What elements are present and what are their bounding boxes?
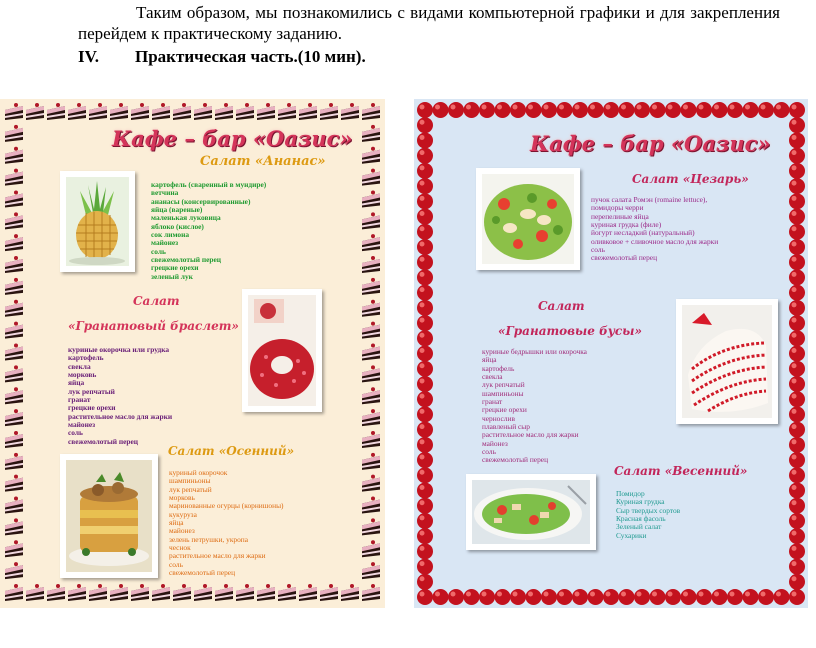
salad-ananas-ingredients — [151, 181, 266, 281]
red-berry-icon — [417, 239, 433, 255]
red-berry-icon — [464, 102, 480, 118]
red-berry-icon — [541, 589, 557, 605]
cake-slice-icon — [131, 103, 149, 120]
cake-slice-icon — [173, 584, 191, 601]
red-berry-icon — [619, 589, 635, 605]
red-berry-icon — [712, 102, 728, 118]
cake-slice-icon — [362, 234, 380, 251]
cake-slice-icon — [110, 584, 128, 601]
cake-slice-icon — [5, 431, 23, 448]
red-berry-icon — [495, 589, 511, 605]
red-berry-icon — [417, 285, 433, 301]
salad-beads-name-line2: «Гранатовые бусы» — [498, 324, 642, 338]
red-berry-icon — [417, 224, 433, 240]
red-berry-icon — [789, 482, 805, 498]
ingredient-item: куриная грудка (филе) — [591, 220, 662, 230]
red-berry-icon — [417, 452, 433, 468]
red-berry-icon — [789, 148, 805, 164]
cake-slice-icon — [5, 475, 23, 492]
ingredient-item: яйца (вареные) — [151, 205, 203, 215]
salad-caesar-ingredients — [591, 196, 718, 263]
red-berry-icon — [448, 102, 464, 118]
ingredient-item: маленькая луковица — [151, 213, 221, 223]
red-berry-icon — [417, 498, 433, 514]
red-berry-icon — [727, 589, 743, 605]
ingredient-item: ветчина — [151, 188, 179, 198]
salad-bracelet-name-line2: «Гранатовый браслет» — [68, 319, 239, 333]
ingredient-item: картофель — [68, 353, 104, 363]
red-berry-icon — [417, 132, 433, 148]
ingredient-item: помидоры черри — [591, 203, 644, 213]
red-berry-icon — [572, 589, 588, 605]
section-title: Практическая часть.(10 мин). — [135, 47, 366, 66]
cafe-menu-right — [414, 99, 808, 608]
salad-beads-ingredients — [482, 348, 587, 465]
red-berry-icon — [789, 239, 805, 255]
cake-slice-icon — [257, 584, 275, 601]
salad-osenniy-name: Салат «Осенний» — [168, 444, 295, 458]
caesar-salad-photo — [476, 168, 580, 270]
cake-slice-icon — [194, 103, 212, 120]
red-berry-icon — [789, 559, 805, 575]
ingredient-item: яйца — [169, 518, 184, 528]
red-berry-icon — [789, 315, 805, 331]
red-berry-icon — [696, 102, 712, 118]
red-berry-icon — [417, 300, 433, 316]
cake-slice-icon — [362, 387, 380, 404]
red-berry-icon — [479, 102, 495, 118]
red-berry-icon — [712, 589, 728, 605]
cake-slice-icon — [236, 103, 254, 120]
cake-slice-icon — [5, 562, 23, 579]
red-berry-icon — [789, 376, 805, 392]
red-berry-icon — [433, 102, 449, 118]
cake-slice-icon — [257, 103, 275, 120]
ingredient-item: плавленый сыр — [482, 422, 530, 432]
red-berry-icon — [417, 467, 433, 483]
red-berry-icon — [619, 102, 635, 118]
cake-slice-icon — [362, 453, 380, 470]
cake-slice-icon — [362, 431, 380, 448]
ingredient-item: Куриная грудка — [616, 497, 665, 507]
red-berry-icon — [696, 589, 712, 605]
ingredient-item: свекла — [68, 361, 91, 371]
red-berry-icon — [634, 102, 650, 118]
ingredient-item: картофель (сваренный в мундире) — [151, 180, 267, 189]
cake-slice-icon — [215, 103, 233, 120]
cake-slice-icon — [5, 344, 23, 361]
salad-vesenniy-name: Салат «Весенний» — [614, 464, 748, 478]
cake-slice-icon — [299, 103, 317, 120]
ingredient-item: яйца — [68, 378, 85, 388]
cake-slice-icon — [362, 212, 380, 229]
red-berry-icon — [417, 376, 433, 392]
red-berry-icon — [417, 589, 433, 605]
ingredient-item: растительное масло для жарки — [169, 551, 266, 561]
cake-slice-icon — [68, 584, 86, 601]
cake-slice-icon — [152, 584, 170, 601]
cake-slice-icon — [194, 584, 212, 601]
red-berry-icon — [789, 346, 805, 362]
salad-caesar-name: Салат «Цезарь» — [632, 172, 749, 186]
red-berry-icon — [417, 361, 433, 377]
red-berry-icon — [510, 589, 526, 605]
salad-beads-name-line1: Салат — [538, 299, 585, 313]
cake-slice-icon — [236, 584, 254, 601]
ingredient-item: зелень петрушки, укропа — [169, 534, 249, 544]
red-berry-icon — [417, 406, 433, 422]
salad-osenniy-ingredients — [169, 469, 284, 577]
red-berry-icon — [743, 102, 759, 118]
cake-slice-icon — [5, 497, 23, 514]
red-berry-icon — [417, 254, 433, 270]
red-berry-icon — [417, 513, 433, 529]
red-berry-icon — [603, 589, 619, 605]
ingredient-item: соль — [169, 559, 183, 569]
red-berry-icon — [417, 391, 433, 407]
cake-slice-icon — [341, 584, 359, 601]
ingredient-item: яйца — [482, 355, 497, 365]
red-berry-icon — [789, 543, 805, 559]
red-berry-icon — [557, 102, 573, 118]
cake-slice-icon — [5, 103, 23, 120]
cake-slice-icon — [362, 562, 380, 579]
red-berry-icon — [526, 102, 542, 118]
ingredient-item: майонез — [151, 238, 179, 248]
ingredient-item: чернослив — [482, 413, 515, 423]
cake-slice-icon — [26, 584, 44, 601]
cake-slice-icon — [5, 584, 23, 601]
cake-slice-icon — [215, 584, 233, 601]
cake-slice-icon — [362, 497, 380, 514]
cake-slice-icon — [362, 103, 380, 120]
red-berry-icon — [681, 589, 697, 605]
red-berry-icon — [789, 178, 805, 194]
ingredient-item: майонез — [482, 438, 508, 448]
ingredient-item: майонез — [68, 420, 96, 430]
intro-paragraph: Таким образом, мы познакомились с видами компьютерной графики и для закрепления перейдем к практическому заданию. — [78, 3, 780, 43]
cake-slice-icon — [362, 322, 380, 339]
cake-slice-icon — [5, 256, 23, 273]
red-berry-icon — [650, 589, 666, 605]
ingredient-item: морковь — [169, 493, 195, 503]
cake-slice-icon — [5, 365, 23, 382]
cake-slice-icon — [362, 169, 380, 186]
red-berry-icon — [464, 589, 480, 605]
cake-slice-icon — [5, 212, 23, 229]
red-berry-icon — [681, 102, 697, 118]
red-berry-icon — [789, 406, 805, 422]
red-berry-icon — [417, 269, 433, 285]
red-berry-icon — [634, 589, 650, 605]
cake-slice-icon — [362, 256, 380, 273]
cake-slice-icon — [131, 584, 149, 601]
pineapple-salad-photo — [60, 171, 135, 272]
ingredient-item: кукуруза — [169, 509, 197, 519]
red-berry-icon — [774, 102, 790, 118]
cake-slice-icon — [278, 103, 296, 120]
cake-slice-icon — [5, 147, 23, 164]
cake-slice-icon — [362, 475, 380, 492]
red-berry-icon — [417, 437, 433, 453]
cake-slice-icon — [320, 584, 338, 601]
red-berry-icon — [789, 437, 805, 453]
cake-slice-icon — [320, 103, 338, 120]
ingredient-item: пучок салата Ромэн (romaine lettuce), — [591, 195, 708, 204]
ingredient-item: Зеленый салат — [616, 522, 662, 532]
ingredient-item: соль — [482, 447, 496, 457]
red-berry-icon — [588, 589, 604, 605]
red-berry-icon — [774, 589, 790, 605]
ingredient-item: шампиньоны — [169, 476, 211, 486]
ingredient-item: Красная фасоль — [616, 514, 666, 524]
red-berry-icon — [433, 589, 449, 605]
red-berry-icon — [789, 467, 805, 483]
ingredient-item: зеленый лук — [151, 271, 193, 281]
ingredient-item: соль — [151, 246, 166, 256]
red-berry-icon — [789, 422, 805, 438]
ingredient-item: куриный окорочок — [169, 468, 228, 477]
red-berry-icon — [572, 102, 588, 118]
cake-slice-icon — [152, 103, 170, 120]
cake-slice-icon — [5, 169, 23, 186]
ingredient-item: соль — [591, 245, 605, 255]
red-berry-icon — [789, 254, 805, 270]
red-berry-icon — [727, 102, 743, 118]
red-berry-icon — [603, 102, 619, 118]
ingredient-item: сок лимона — [151, 230, 190, 240]
autumn-salad-photo — [60, 454, 158, 578]
cake-slice-icon — [47, 584, 65, 601]
salad-bracelet-name-line1: Салат — [133, 294, 180, 308]
red-berry-icon — [417, 528, 433, 544]
red-berry-icon — [789, 209, 805, 225]
cake-slice-icon — [5, 322, 23, 339]
ingredient-item: шампиньоны — [482, 388, 524, 398]
cake-slice-icon — [278, 584, 296, 601]
ingredient-item: лук репчатый — [68, 386, 115, 396]
red-berry-icon — [789, 269, 805, 285]
cake-slice-icon — [5, 190, 23, 207]
cake-slice-icon — [47, 103, 65, 120]
red-berry-icon — [789, 498, 805, 514]
ingredient-item: ананасы (консервированные) — [151, 196, 251, 206]
red-berry-icon — [665, 589, 681, 605]
red-berry-icon — [417, 163, 433, 179]
cake-slice-icon — [362, 278, 380, 295]
red-berry-icon — [758, 589, 774, 605]
red-berry-icon — [789, 589, 805, 605]
red-berry-icon — [417, 209, 433, 225]
menu-right-title: Кафе – бар «Оазис» — [530, 131, 771, 156]
red-berry-icon — [789, 528, 805, 544]
red-berry-icon — [789, 285, 805, 301]
cake-slice-icon — [110, 103, 128, 120]
ingredient-item: морковь — [68, 370, 97, 380]
salad-bracelet-ingredients — [68, 346, 172, 446]
red-berry-icon — [789, 330, 805, 346]
ingredient-item: майонез — [169, 526, 195, 536]
red-berry-icon — [417, 193, 433, 209]
salad-ananas-name: Салат «Ананас» — [200, 154, 326, 169]
ingredient-item: гранат — [68, 395, 91, 405]
ingredient-item: яблоко (кислое) — [151, 221, 204, 231]
red-berry-icon — [417, 346, 433, 362]
cake-slice-icon — [173, 103, 191, 120]
red-berry-icon — [417, 148, 433, 164]
ingredient-item: свекла — [482, 372, 503, 382]
red-berry-icon — [789, 132, 805, 148]
ingredient-item: свежемолотый перец — [591, 253, 658, 263]
cake-slice-icon — [5, 518, 23, 535]
cake-slice-icon — [362, 300, 380, 317]
red-berry-icon — [417, 178, 433, 194]
ingredient-item: свежемолотый перец — [482, 455, 549, 465]
red-berry-icon — [495, 102, 511, 118]
ingredient-item: грецкие орехи — [482, 405, 527, 415]
cake-slice-icon — [362, 344, 380, 361]
cake-slice-icon — [5, 387, 23, 404]
cake-slice-icon — [89, 103, 107, 120]
cake-slice-icon — [362, 365, 380, 382]
red-berry-icon — [417, 422, 433, 438]
cake-slice-icon — [68, 103, 86, 120]
ingredient-item: чеснок — [169, 543, 191, 553]
cake-slice-icon — [5, 300, 23, 317]
red-berry-icon — [789, 452, 805, 468]
red-berry-icon — [789, 391, 805, 407]
ingredient-item: растительное масло для жарки — [68, 411, 173, 421]
cake-slice-icon — [362, 147, 380, 164]
ingredient-item: растительное масло для жарки — [482, 430, 579, 440]
cake-slice-icon — [299, 584, 317, 601]
ingredient-item: куриные окорочка или грудка — [68, 345, 170, 354]
cake-slice-icon — [362, 190, 380, 207]
cake-slice-icon — [5, 540, 23, 557]
cake-slice-icon — [362, 409, 380, 426]
ingredient-item: Сухарики — [616, 530, 647, 540]
cake-slice-icon — [5, 409, 23, 426]
cake-slice-icon — [5, 453, 23, 470]
cake-slice-icon — [5, 234, 23, 251]
red-berry-icon — [650, 102, 666, 118]
red-berry-icon — [417, 482, 433, 498]
cake-slice-icon — [362, 540, 380, 557]
ingredient-item: перепелиные яйца — [591, 211, 649, 221]
red-berry-icon — [789, 300, 805, 316]
ingredient-item: Помидор — [616, 489, 645, 498]
ingredient-item: куриные бедрышки или окорочка — [482, 347, 587, 356]
red-berry-icon — [665, 102, 681, 118]
ingredient-item: соль — [68, 428, 83, 438]
red-berry-icon — [510, 102, 526, 118]
ingredient-item: маринованные огурцы (корнишоны) — [169, 501, 284, 511]
salad-vesenniy-ingredients — [616, 490, 680, 540]
red-berry-icon — [417, 574, 433, 590]
cake-slice-icon — [362, 125, 380, 142]
red-berry-icon — [789, 163, 805, 179]
cake-slice-icon — [362, 518, 380, 535]
red-berry-icon — [557, 589, 573, 605]
red-berry-icon — [479, 589, 495, 605]
ingredient-item: лук репчатый — [169, 484, 212, 494]
red-berry-icon — [789, 193, 805, 209]
red-berry-icon — [541, 102, 557, 118]
cake-slice-icon — [341, 103, 359, 120]
red-berry-icon — [417, 102, 433, 118]
red-berry-icon — [789, 117, 805, 133]
red-berry-icon — [789, 102, 805, 118]
pomegranate-bracelet-salad-photo — [242, 289, 322, 412]
cake-slice-icon — [26, 103, 44, 120]
pomegranate-beads-salad-photo — [676, 299, 778, 424]
ingredient-item: оливковое + сливочное масло для жарки — [591, 236, 719, 246]
red-berry-icon — [417, 330, 433, 346]
red-berry-icon — [448, 589, 464, 605]
cake-slice-icon — [5, 278, 23, 295]
ingredient-item: грецкие орехи — [68, 403, 116, 413]
red-berry-icon — [526, 589, 542, 605]
cake-slice-icon — [89, 584, 107, 601]
red-berry-icon — [417, 543, 433, 559]
section-number: IV. — [78, 47, 99, 66]
red-berry-icon — [743, 589, 759, 605]
ingredient-item: свежемолотый перец — [68, 436, 139, 446]
ingredient-item: грецкие орехи — [151, 263, 199, 273]
cake-slice-icon — [362, 584, 380, 601]
menu-left-title: Кафе – бар «Оазис» — [112, 126, 353, 151]
ingredient-item: Сыр твердых сортов — [616, 505, 681, 515]
ingredient-item: свежемолотый перец — [169, 568, 236, 578]
red-berry-icon — [417, 117, 433, 133]
cafe-menu-left — [0, 99, 385, 608]
section-heading — [78, 47, 366, 67]
ingredient-item: лук репчатый — [482, 380, 525, 390]
ingredient-item: свежемолотый перец — [151, 255, 222, 265]
red-berry-icon — [588, 102, 604, 118]
ingredient-item: картофель — [482, 363, 515, 373]
red-berry-icon — [789, 574, 805, 590]
red-berry-icon — [417, 315, 433, 331]
red-berry-icon — [758, 102, 774, 118]
red-berry-icon — [789, 224, 805, 240]
cake-slice-icon — [5, 125, 23, 142]
ingredient-item: йогурт несладкий (натуральный) — [591, 228, 695, 238]
red-berry-icon — [789, 361, 805, 377]
spring-salad-photo — [466, 474, 596, 550]
red-berry-icon — [789, 513, 805, 529]
ingredient-item: гранат — [482, 397, 503, 407]
red-berry-icon — [417, 559, 433, 575]
